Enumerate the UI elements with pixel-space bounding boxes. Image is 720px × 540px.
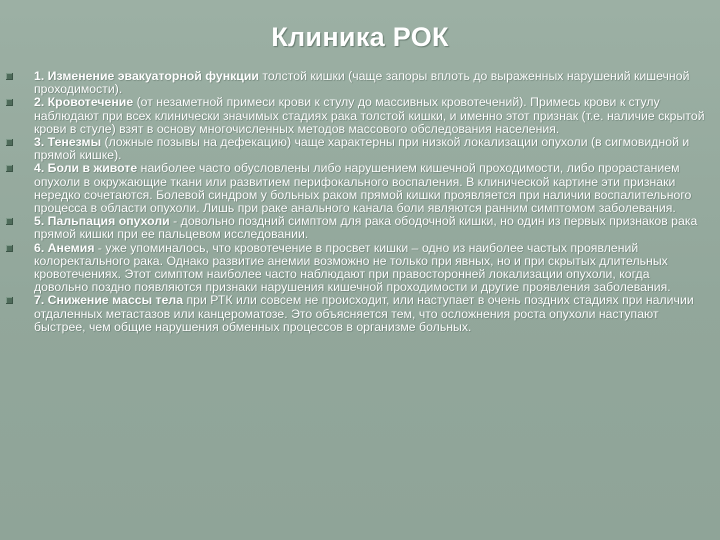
square-bullet-icon (6, 165, 13, 172)
square-bullet-icon (6, 218, 13, 225)
square-bullet-icon (6, 99, 13, 106)
square-bullet-icon (6, 73, 13, 80)
item-text: (ложные позывы на дефекацию) чаще характерны при низкой локализации опухоли (в сигмовидной и прямой кишке). (34, 135, 690, 163)
list-item (6, 136, 706, 162)
item-heading: 5. Пальпация опухоли (34, 214, 170, 229)
list-item (6, 242, 706, 295)
item-heading: 4. Боли в животе (34, 161, 138, 176)
item-text: толстой кишки (чаще запоры вплоть до выраженных нарушений кишечной проходимости). (34, 69, 690, 97)
item-text: - довольно поздний симптом для рака ободочной кишки, но один из первых признаков рака прямой кишки при ее пальцевом исследовании. (34, 214, 698, 242)
item-text: (от незаметной примеси крови к стулу до массивных кровотечений). Примесь крови к стулу наблюдают при всех клинически значимых стадиях рака толстой кишки, и именно этот признак (т.е. наличие скрытой крови в стуле) взят в основу многочисленных методов массового обследования населения. (34, 95, 705, 136)
square-bullet-icon (6, 139, 13, 146)
list-item (6, 96, 706, 136)
item-text: при РТК или совсем не происходит, или наступает в очень поздних стадиях при наличии отдаленных метастазов или канцероматозе. Это объясняется тем, что осложнения роста опухоли наступают быстрее, чем общие нарушения обменных процессов в организме больных. (34, 293, 694, 334)
item-heading: 2. Кровотечение (34, 95, 134, 110)
item-heading: 3. Тенезмы (34, 135, 102, 150)
list-item (6, 70, 706, 96)
item-heading: 7. Снижение массы тела (34, 293, 184, 308)
square-bullet-icon (6, 297, 13, 304)
item-heading: 6. Анемия (34, 240, 95, 255)
item-text: наиболее часто обусловлены либо нарушением кишечной проходимости, либо прорастанием опухоли в окружающие ткани или развитием перифокального воспаления. В клинической картине эти признаки нередко сочетаются. Болевой синдром у больных раком прямой кишки проявляется при наличии воспалительного процесса в области опухоли. Лишь при раке анального канала боли являются ранним симптомом заболевания. (34, 161, 692, 216)
symptom-list (6, 70, 706, 334)
slide-title: Клиника РОК (271, 22, 449, 52)
list-item (6, 215, 706, 241)
item-heading: 1. Изменение эвакуаторной функции (34, 69, 259, 83)
list-item (6, 294, 706, 334)
list-item (6, 162, 706, 215)
item-text: - уже упоминалось, что кровотечение в просвет кишки – одно из наиболее частых проявлений колоректального рака. Однако развитие анемии возможно не только при явных, но и при скрытых длительных кровотечениях. Этот симптом наиболее часто наблюдают при правосторонней локализации опухоли, когда довольно поздно появляются признаки нарушения кишечной проходимости и другие проявления заболевания. (34, 240, 671, 295)
square-bullet-icon (6, 245, 13, 252)
